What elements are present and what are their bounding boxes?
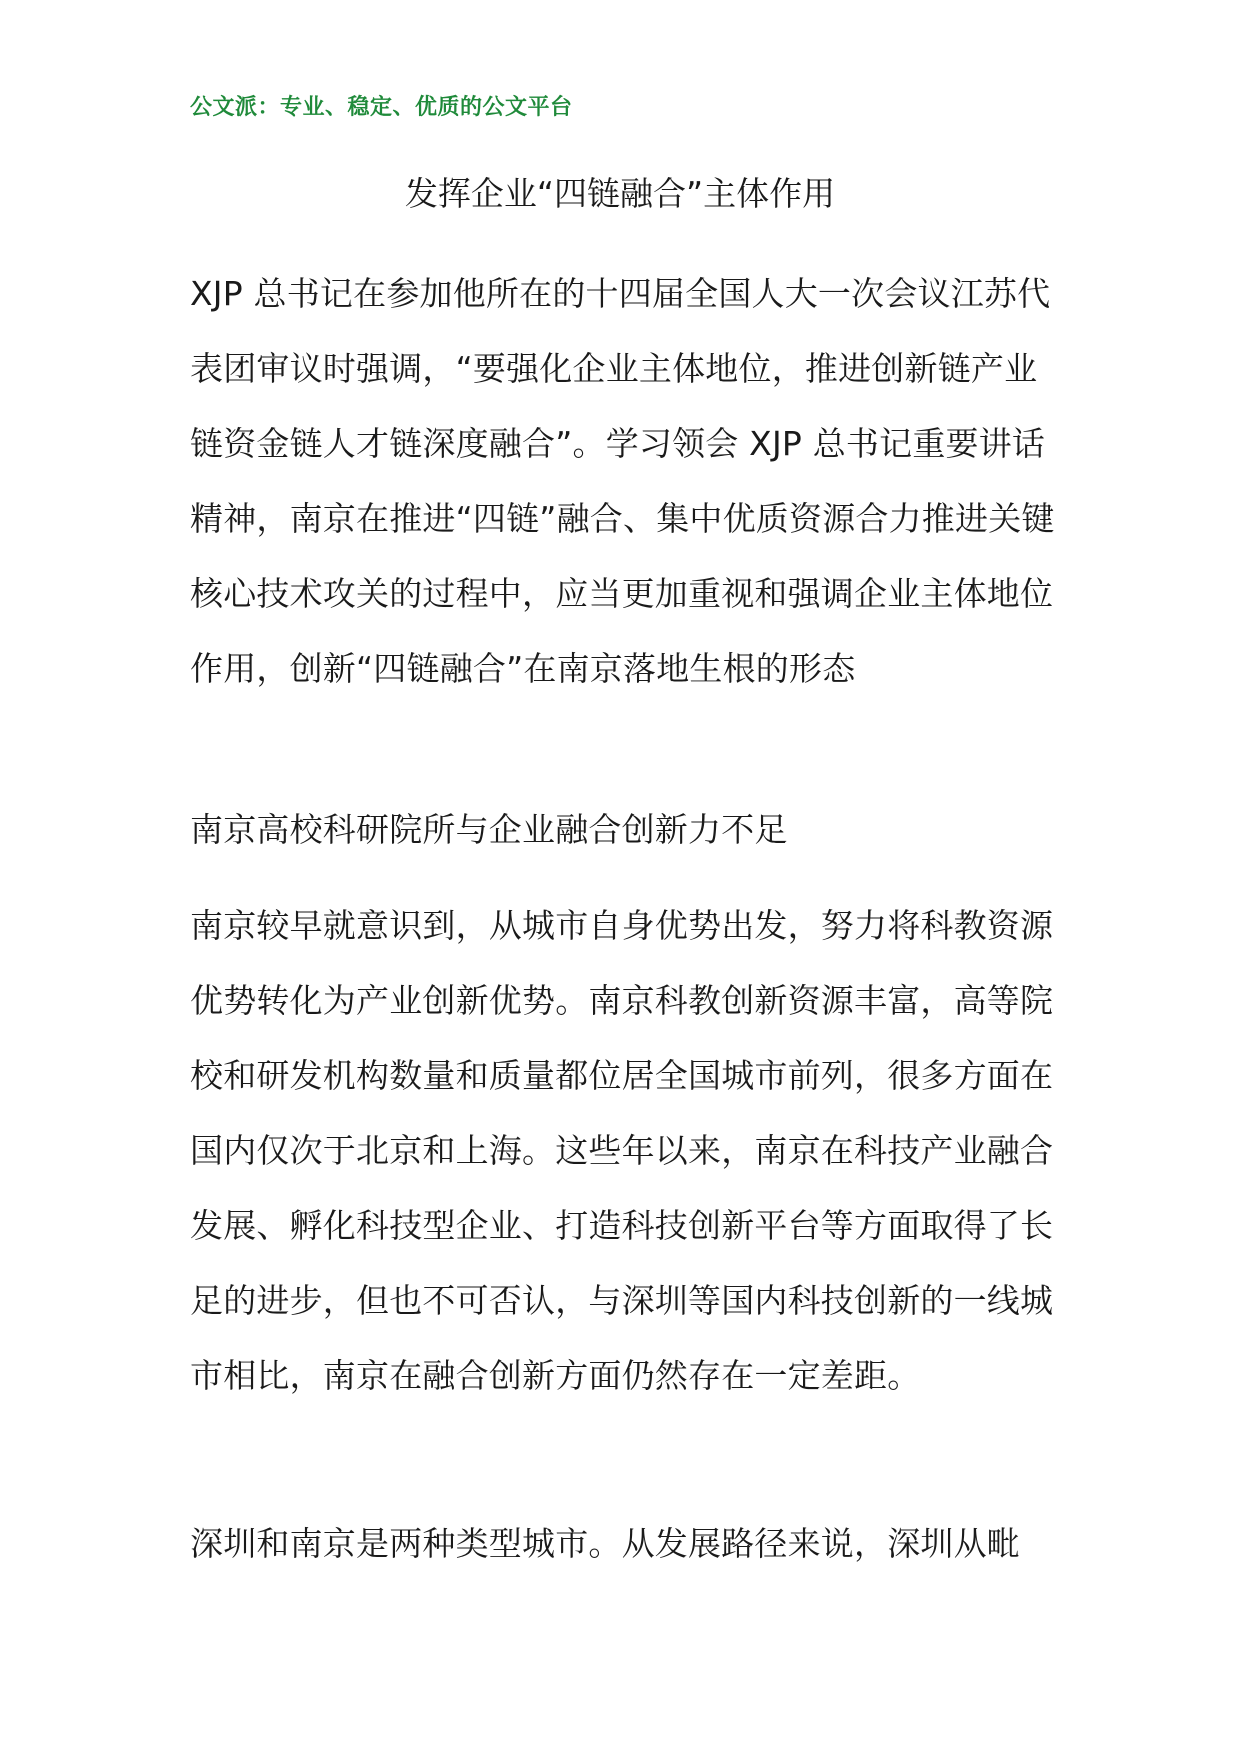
paragraph-intro: XJP 总书记在参加他所在的十四届全国人大一次会议江苏代表团审议时强调，“要强化企业主体地位，推进创新链产业链资金链人才链深度融合”。学习领会 XJP 总书记重要讲话精神，南京在推进“四链”融合、集中优质资源合力推进关键核心技术攻关的过程中，应当更加重视和强调企业主体地位作用，创新“四链融合”在南京落地生根的形态 bbox=[190, 274, 1055, 688]
paragraph-continued: 深圳和南京是两种类型城市。从发展路径来说，深圳从毗 bbox=[190, 1524, 1020, 1563]
paragraph-body: 南京较早就意识到，从城市自身优势出发，努力将科教资源优势转化为产业创新优势。南京科教创新资源丰富，高等院校和研发机构数量和质量都位居全国城市前列，很多方面在国内仅次于北京和上海。这些年以来，南京在科技产业融合发展、孵化科技型企业、打造科技创新平台等方面取得了长足的进步，但也不可否认，与深圳等国内科技创新的一线城市相比，南京在融合创新方面仍然存在一定差距。 bbox=[190, 906, 1054, 1395]
site-watermark: 公文派：专业、稳定、优质的公文平台 bbox=[190, 95, 573, 120]
document-title: 发挥企业“四链融合”主体作用 bbox=[404, 174, 836, 213]
section-heading: 南京高校科研院所与企业融合创新力不足 bbox=[190, 810, 788, 849]
